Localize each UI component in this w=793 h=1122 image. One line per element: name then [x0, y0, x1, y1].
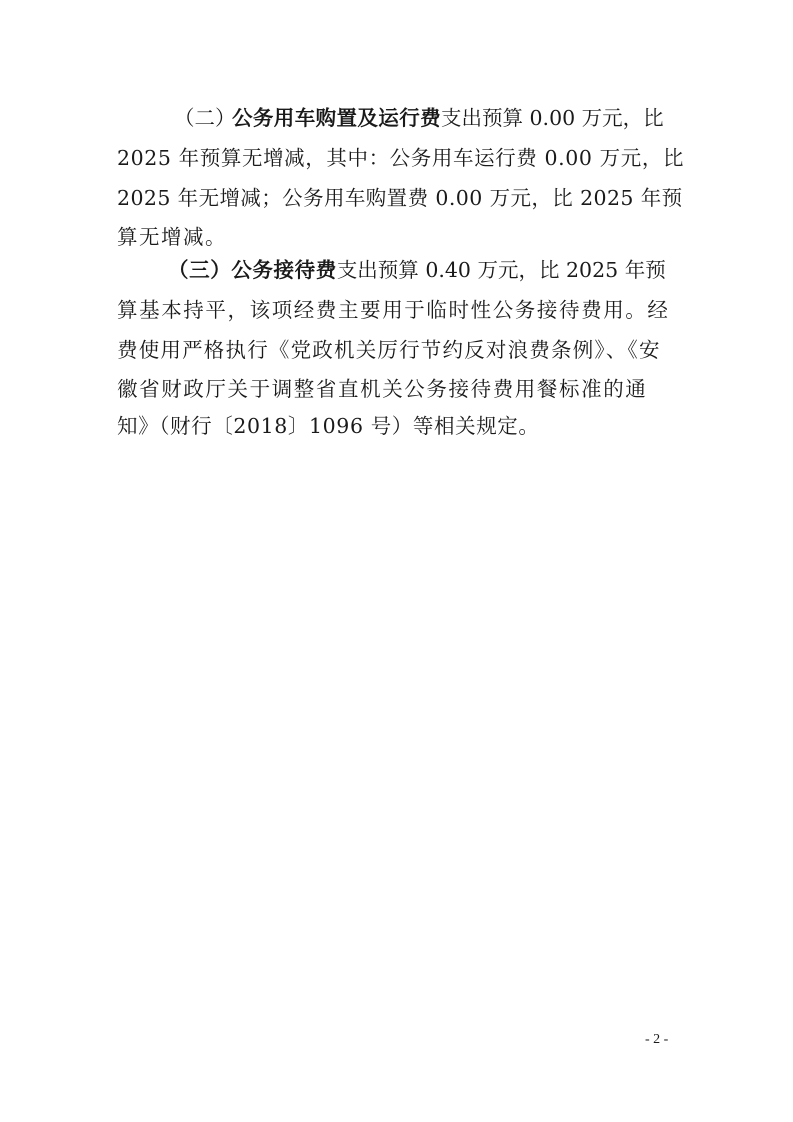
paragraph-2-line-3 [117, 332, 677, 368]
paragraph-1-marker: （二） [174, 106, 236, 130]
paragraph-1-heading: 公务用车购置及运行费 [232, 106, 441, 130]
paragraph-1-line-1 [174, 100, 674, 136]
paragraph-2-line-1-text: 支出预算 0.40 万元，比 2025 年预 [336, 258, 666, 282]
paragraph-2-line-3-text: 费使用严格执行《党政机关厉行节约反对浪费条例》、《安 [117, 338, 661, 362]
paragraph-2-line-4-text: 徽省财政厅关于调整省直机关公务接待费用餐标准的通 [117, 377, 648, 401]
paragraph-1-line-2 [117, 140, 685, 176]
paragraph-1-line-4 [117, 219, 677, 255]
page-number: - 2 - [645, 1032, 669, 1047]
paragraph-1-line-1-text: 支出预算 0.00 万元，比 [441, 106, 664, 130]
paragraph-2-line-5 [117, 408, 677, 444]
paragraph-1-line-4-text: 算无增减。 [117, 225, 227, 249]
paragraph-2-line-4 [117, 371, 677, 407]
paragraph-1-line-3-text: 2025 年无增减；公务用车购置费 0.00 万元，比 2025 年预 [117, 186, 683, 210]
paragraph-1-line-3 [117, 180, 683, 216]
paragraph-1-line-2-text: 2025 年预算无增减，其中：公务用车运行费 0.00 万元，比 [117, 146, 685, 170]
paragraph-2-line-2 [117, 292, 677, 328]
paragraph-2-line-5-text: 知》（财行〔2018〕1096 号）等相关规定。 [117, 414, 540, 438]
paragraph-2-heading: （三）公务接待费 [168, 258, 337, 282]
paragraph-2-line-2-text: 算基本持平，该项经费主要用于临时性公务接待费用。经 [117, 298, 670, 322]
paragraph-2-line-1 [168, 252, 678, 288]
